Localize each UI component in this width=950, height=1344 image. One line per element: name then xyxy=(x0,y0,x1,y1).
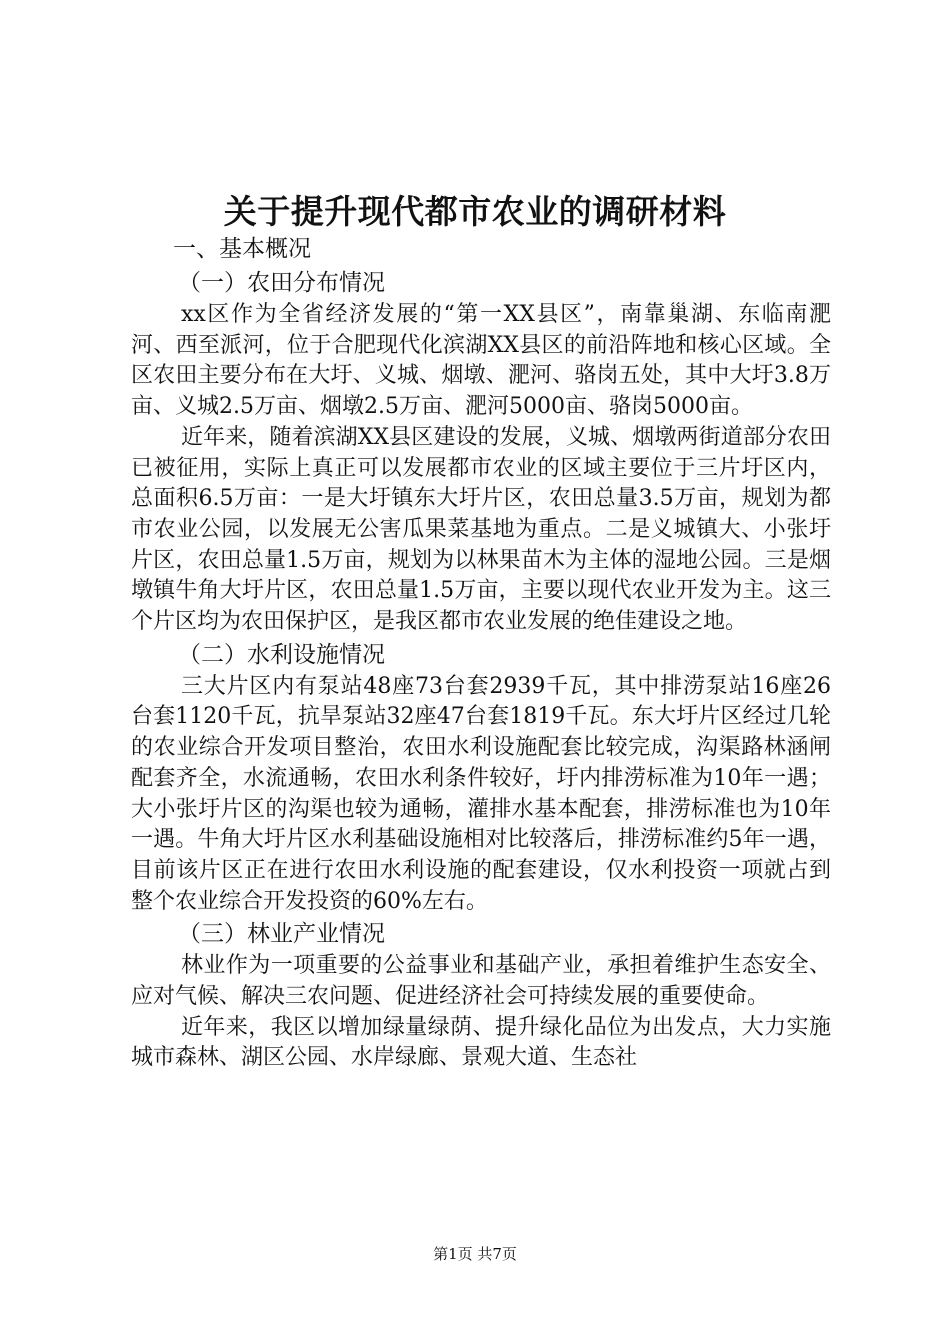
paragraph-water-1: 三大片区内有泵站48座73台套2939千瓦，其中排涝泵站16座26台套1120千瓦，抗旱泵站32座47台套1819千瓦。东大圩片区经过几轮的农业综合开发项目整治，农田水利设施配套比较完成，沟渠路林涵闸配套齐全，水流通畅，农田水利条件较好，圩内排涝标准为10年一遇；大小张圩片区的沟渠也较为通畅，灌排水基本配套，排涝标准也为10年一遇。牛角大圩片区水利基础设施相对比较落后，排涝标准约5年一遇，目前该片区正在进行农田水利设施的配套建设，仅水利投资一项就占到整个农业综合开发投资的60%左右。 xyxy=(131,673,831,914)
document-title: 关于提升现代都市农业的调研材料 xyxy=(223,192,727,231)
page-footer: 第1页 共7页 xyxy=(433,1245,517,1263)
paragraph-farmland-2: 近年来，随着滨湖XX县区建设的发展，义城、烟墩两街道部分农田已被征用，实际上真正可以发展都市农业的区域主要位于三片圩区内，总面积6.5万亩：一是大圩镇东大圩片区，农田总量3.5万亩，规划为都市农业公园，以发展无公害瓜果菜基地为重点。二是义城镇大、小张圩片区，农田总量1.5万亩，规划为以林果苗木为主体的湿地公园。三是烟墩镇牛角大圩片区，农田总量1.5万亩，主要以现代农业开发为主。这三个片区均为农田保护区，是我区都市农业发展的绝佳建设之地。 xyxy=(131,424,831,635)
subsection-heading-water: （二）水利设施情况 xyxy=(178,641,385,668)
section-heading-basic-overview: 一、基本概况 xyxy=(173,236,311,262)
subsection-heading-farmland: （一）农田分布情况 xyxy=(178,270,385,296)
document-body xyxy=(131,232,831,1074)
paragraph-farmland-1: xx区作为全省经济发展的“第一XX县区”，南靠巢湖、东临南淝河、西至派河，位于合肥现代化滨湖XX县区的前沿阵地和核心区域。全区农田主要分布在大圩、义城、烟墩、淝河、骆岗五处，其中大圩3.8万亩、义城2.5万亩、烟墩2.5万亩、淝河5000亩、骆岗5000亩。 xyxy=(131,302,831,420)
paragraph-forestry-2: 近年来，我区以增加绿量绿荫、提升绿化品位为出发点，大力实施城市森林、湖区公园、水岸绿廊、景观大道、生态社 xyxy=(131,1014,831,1071)
subsection-heading-forestry: （三）林业产业情况 xyxy=(178,921,385,948)
paragraph-forestry-1: 林业作为一项重要的公益事业和基础产业，承担着维护生态安全、应对气候、解决三农问题、促进经济社会可持续发展的重要使命。 xyxy=(131,953,831,1010)
